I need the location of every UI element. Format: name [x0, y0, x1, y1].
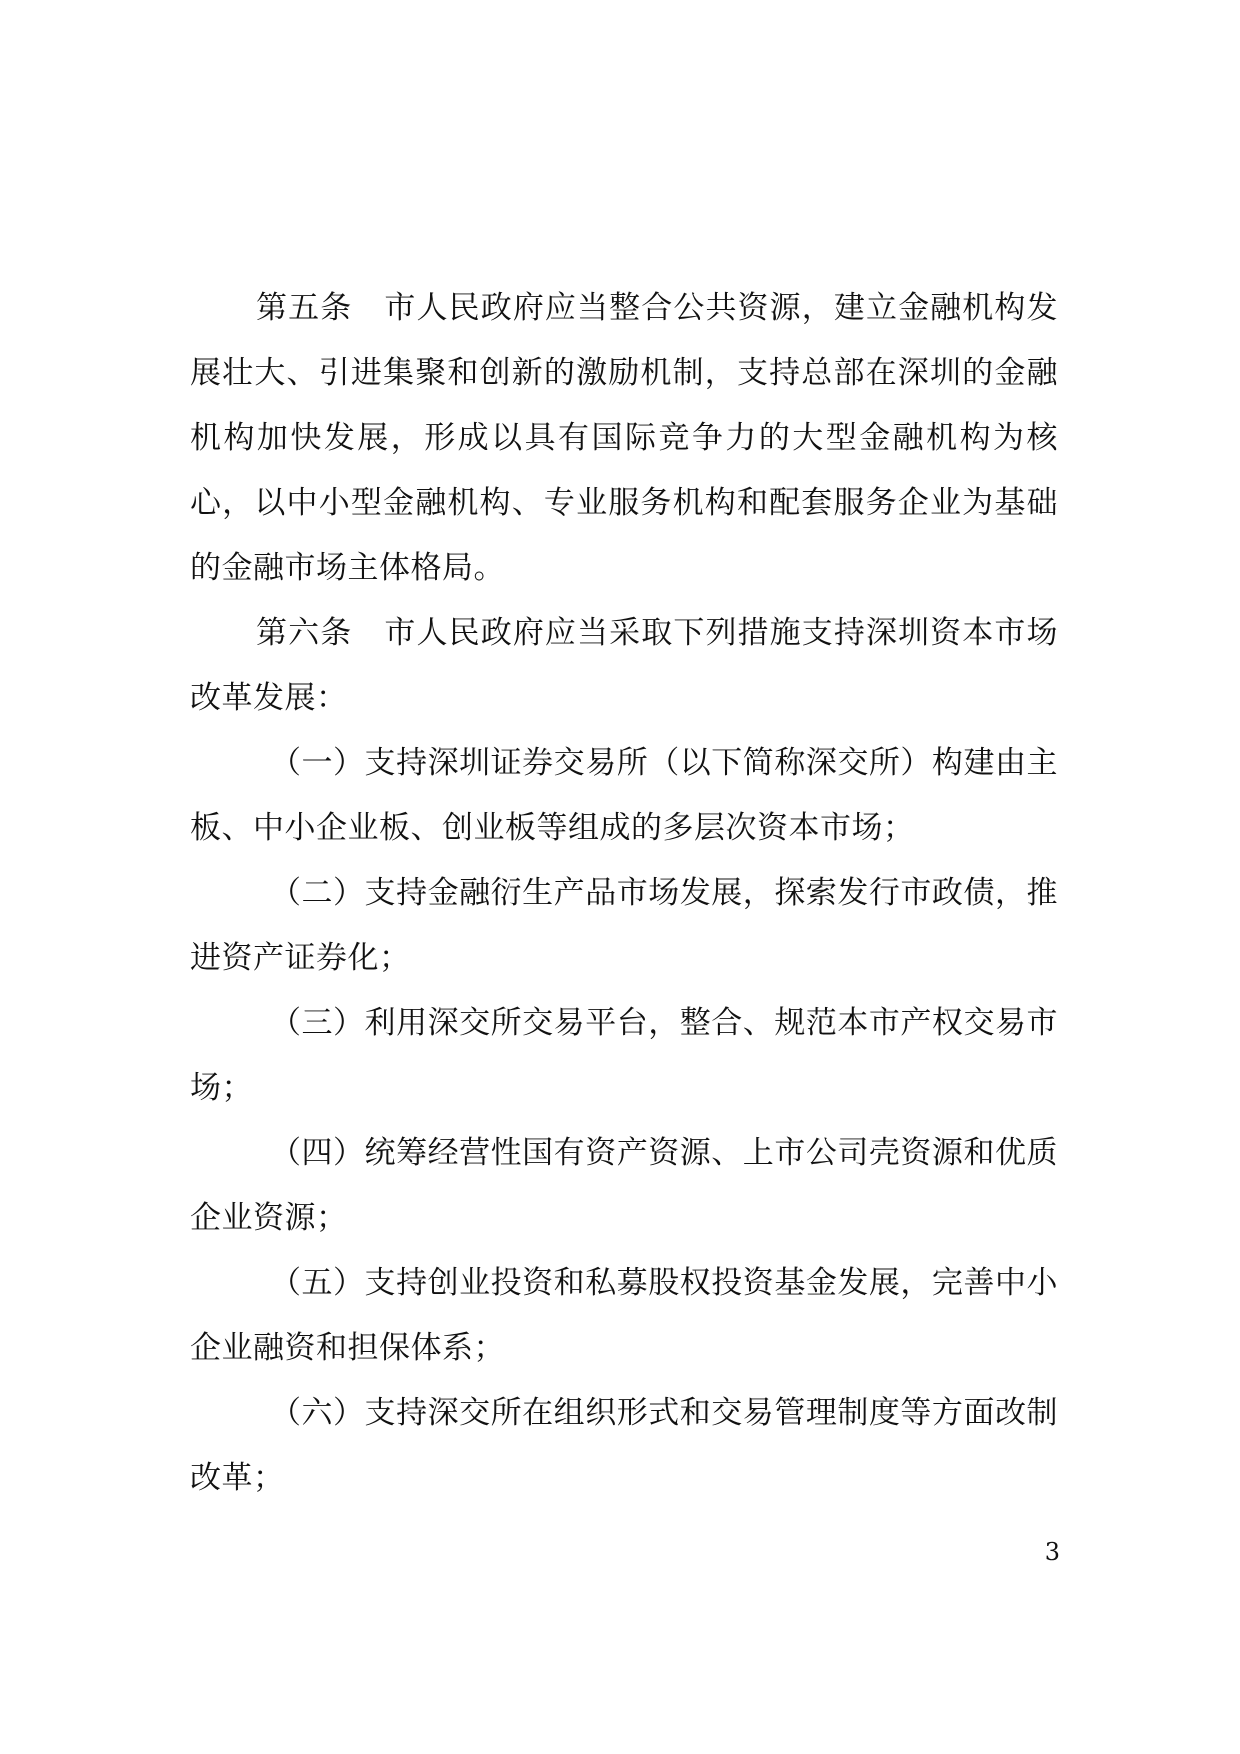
- article-6-item-3: （三）利用深交所交易平台，整合、规范本市产权交易市场；: [190, 1005, 1058, 1106]
- article-6-item-6: （六）支持深交所在组织形式和交易管理制度等方面改制改革；: [190, 1395, 1058, 1496]
- document-body: [190, 276, 1058, 1511]
- article-5-paragraph: 第五条 市人民政府应当整合公共资源，建立金融机构发展壮大、引进集聚和创新的激励机制，支持总部在深圳的金融机构加快发展，形成以具有国际竞争力的大型金融机构为核心，以中小型金融机构、专业服务机构和配套服务企业为基础的金融市场主体格局。: [190, 290, 1058, 586]
- article-6-item-2: （二）支持金融衍生产品市场发展，探索发行市政债，推进资产证券化；: [190, 875, 1058, 976]
- article-6-item-5: （五）支持创业投资和私募股权投资基金发展，完善中小企业融资和担保体系；: [190, 1265, 1058, 1366]
- page-number: 3: [1044, 1538, 1060, 1566]
- article-6-paragraph: 第六条 市人民政府应当采取下列措施支持深圳资本市场改革发展：: [190, 615, 1058, 716]
- article-6-item-1: （一）支持深圳证券交易所（以下简称深交所）构建由主板、中小企业板、创业板等组成的多层次资本市场；: [190, 745, 1058, 846]
- article-6-item-4: （四）统筹经营性国有资产资源、上市公司壳资源和优质企业资源；: [190, 1135, 1058, 1236]
